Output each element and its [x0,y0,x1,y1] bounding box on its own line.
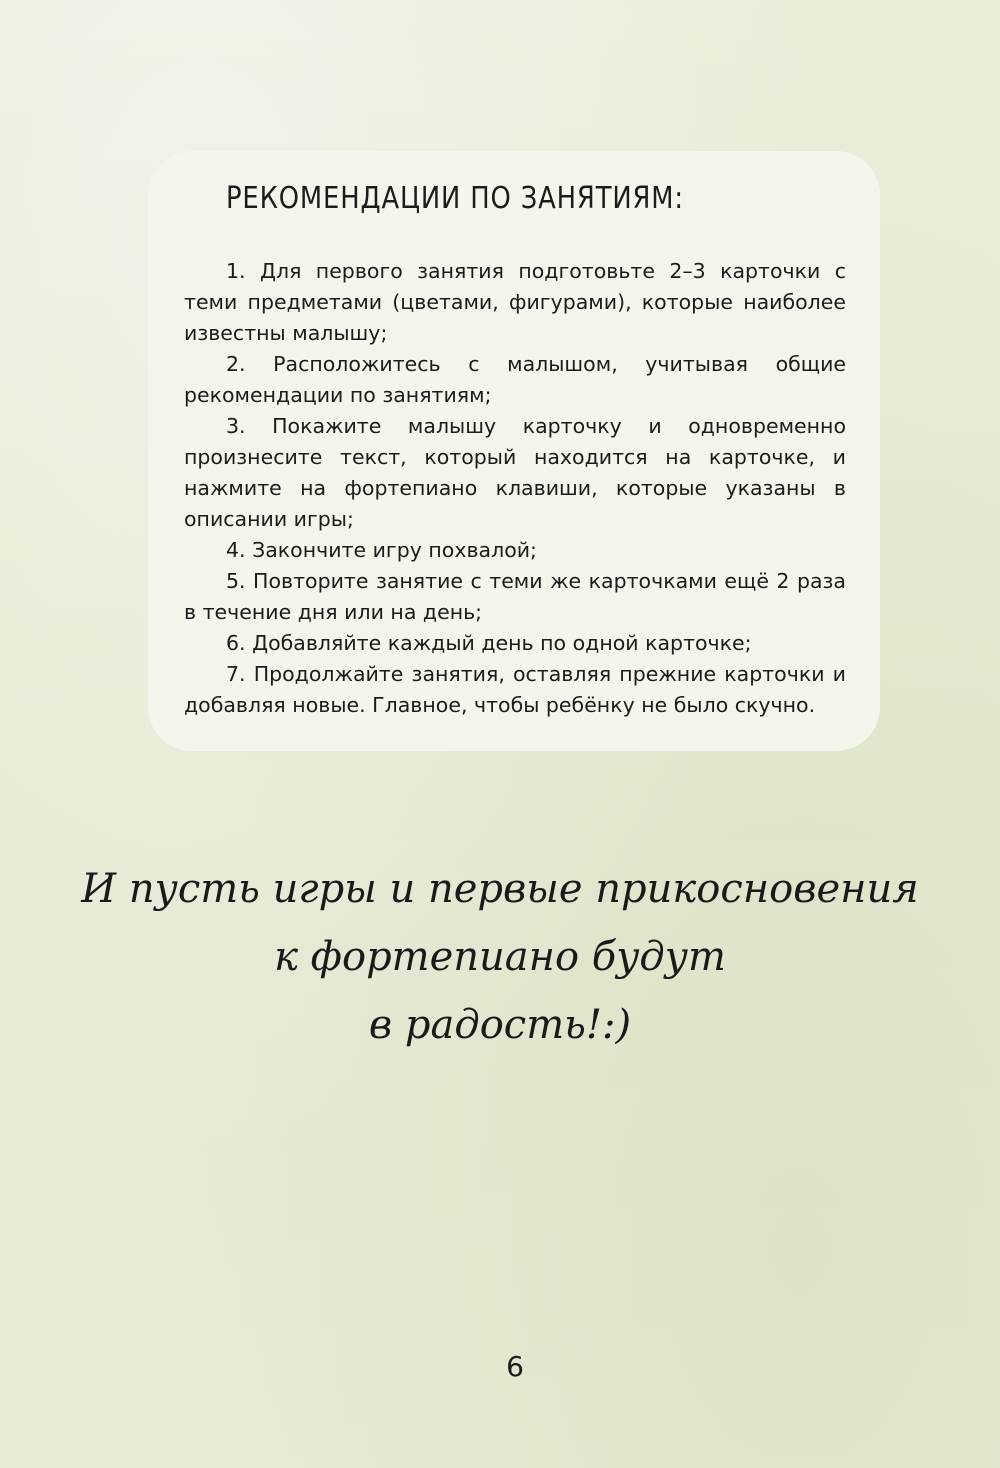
step-item: 3. Покажите малышу карточку и одновременно произнесите текст, который находится на карточке, и нажмите на фортепиано клавиши, которые указаны в описании игры; [184,414,846,531]
step-item: 1. Для первого занятия подготовьте 2–3 карточки с теми предметами (цветами, фигурами), которые наиболее известны малышу; [184,259,846,345]
step-item: 2. Расположитесь с малышом, учитывая общие рекомендации по занятиям; [184,352,846,407]
step-item: 4. Закончите игру похвалой; [226,538,537,562]
page-number: 6 [506,1350,524,1383]
step-item: 7. Продолжайте занятия, оставляя прежние карточки и добавляя новые. Главное, чтобы ребёнку не было скучно. [184,662,846,717]
closing-message [60,855,940,1059]
closing-line: И пусть игры и первые прикосновения [81,866,919,912]
step-item: 5. Повторите занятие с теми же карточками ещё 2 раза в течение дня или на день; [184,569,846,624]
recommendations-card [148,151,880,751]
closing-line: в радость!:) [368,1002,632,1048]
closing-line: к фортепиано будут [274,934,726,980]
steps-list [184,256,846,721]
card-title: РЕКОМЕНДАЦИИ ПО ЗАНЯТИЯМ: [226,181,684,216]
step-item: 6. Добавляйте каждый день по одной карточке; [226,631,752,655]
